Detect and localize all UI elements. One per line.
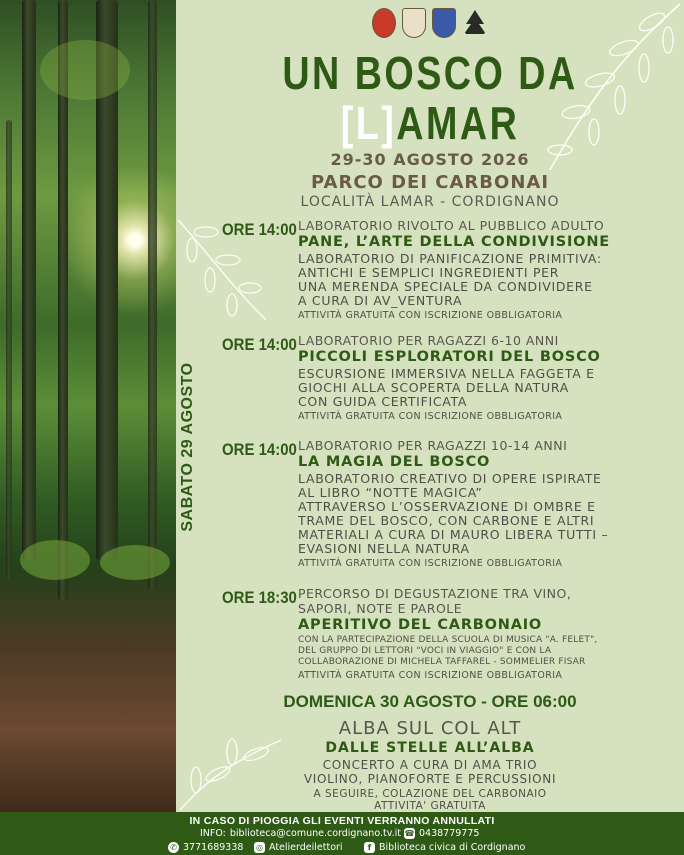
event-desc-line: ANTICHI E SEMPLICI INGREDIENTI PER (298, 265, 560, 280)
tree-trunk (22, 0, 36, 560)
title-bracket-letter: L (355, 97, 382, 149)
instagram-row (254, 842, 343, 853)
event-desc-line: AL LIBRO “NOTTE MAGICA” (298, 485, 483, 500)
event-desc-line: EVASIONI NELLA NATURA (298, 541, 470, 556)
facebook-link[interactable]: Biblioteca civica di Cordignano (379, 842, 526, 853)
event-dates: 29-30 AGOSTO 2026 (330, 150, 530, 169)
coat-of-arms-icon (402, 8, 426, 38)
event-desc-line: LABORATORIO DI PANIFICAZIONE PRIMITIVA: (298, 251, 602, 266)
facebook-row (364, 842, 525, 853)
event-desc-line: UNA MERENDA SPECIALE DA CONDIVIDERE (298, 279, 593, 294)
undergrowth (20, 540, 90, 580)
phone-row (404, 828, 479, 839)
event-venue: PARCO DEI CARBONAI (310, 172, 550, 193)
sunday-small-line: ATTIVITA' GRATUITA (374, 800, 486, 812)
saturday-label-text: SABATO 29 AGOSTO (179, 362, 196, 532)
saturday-label (176, 362, 200, 532)
event-desc-line: A CURA DI AV_VENTURA (298, 293, 463, 308)
event-note: ATTIVITÀ GRATUITA CON ISCRIZIONE OBBLIGATORIA (298, 558, 563, 569)
event-subtitle: SAPORI, NOTE E PAROLE (298, 601, 463, 616)
event-name: PANE, L’ARTE DELLA CONDIVISIONE (298, 234, 610, 250)
title-bracket: [ (340, 97, 356, 149)
tree-trunk (148, 0, 157, 590)
municipal-seal-icon (372, 8, 396, 38)
event-subtitle: LABORATORIO PER RAGAZZI 6-10 ANNI (298, 333, 559, 348)
event-body (298, 218, 672, 321)
page-title-line2 (222, 96, 639, 150)
phone-icon: ☎ (404, 829, 415, 838)
event-note: ATTIVITÀ GRATUITA CON ISCRIZIONE OBBLIGATORIA (298, 310, 563, 321)
event-note: ATTIVITÀ GRATUITA CON ISCRIZIONE OBBLIGATORIA (298, 411, 563, 422)
title-rest: AMAR (396, 97, 520, 149)
event-desc-line: COLLABORAZIONE DI MICHELA TAFFAREL - SOMMELIER FISAR (298, 657, 586, 667)
sunday-line: CONCERTO A CURA DI AMA TRIO (322, 758, 538, 772)
event-subtitle: PERCORSO DI DEGUSTAZIONE TRA VINO, (298, 586, 572, 601)
event-desc-line: ATTRAVERSO L’OSSERVAZIONE DI OMBRE E (298, 499, 596, 514)
sunday-small-line: A SEGUIRE, COLAZIONE DEL CARBONAIO (313, 788, 547, 800)
instagram-link[interactable]: Atelierdeilettori (269, 842, 343, 853)
undergrowth (100, 545, 170, 580)
event-desc-line: ESCURSIONE IMMERSIVA NELLA FAGGETA E (298, 366, 595, 381)
event-locality: LOCALITÀ LAMAR - CORDIGNANO (300, 194, 560, 210)
footer (0, 812, 684, 855)
event-name: APERITIVO DEL CARBONAIO (298, 617, 543, 633)
whatsapp-link[interactable]: 3771689338 (183, 842, 244, 853)
event-time: ORE 14:00 (222, 440, 297, 459)
title-bracket: ] (381, 97, 397, 149)
forest-photo (0, 0, 176, 812)
sunday-event-name: DALLE STELLE ALL’ALBA (325, 740, 535, 756)
rain-notice: IN CASO DI PIOGGIA GLI EVENTI VERRANNO ANNULLATI (189, 815, 495, 827)
info-label: INFO: (200, 828, 226, 839)
info-row (200, 828, 401, 839)
event-desc-line: CON GUIDA CERTIFICATA (298, 394, 468, 409)
event-desc-line: DEL GRUPPO DI LETTORI "VOCI IN VIAGGIO" E CON LA (298, 646, 552, 656)
pine-tree-logo-icon (462, 8, 488, 38)
sunday-date: DOMENICA 30 AGOSTO - ORE 06:00 (283, 692, 577, 711)
sunday-line: VIOLINO, PIANOFORTE E PERCUSSIONI (303, 772, 557, 786)
canopy (40, 40, 130, 100)
facebook-icon: f (364, 842, 375, 853)
page-title-line1: UN BOSCO DA (282, 47, 578, 99)
event-time: ORE 14:00 (222, 220, 297, 239)
event-desc-line: LABORATORIO CREATIVO DI OPERE ISPIRATE (298, 471, 602, 486)
event-desc-line: MATERIALI A CURA DI MAURO LIBERA TUTTI – (298, 527, 609, 542)
phone-link[interactable]: 0438779775 (419, 828, 480, 839)
whatsapp-icon: ✆ (168, 842, 179, 853)
tree-trunk (6, 120, 12, 580)
email-link[interactable]: biblioteca@comune.cordignano.tv.it (229, 828, 401, 839)
coat-of-arms-blue-icon (432, 8, 456, 38)
event-name: LA MAGIA DEL BOSCO (298, 454, 491, 470)
event-time: ORE 14:00 (222, 335, 297, 354)
instagram-icon: ◎ (254, 842, 265, 853)
sunday-place: ALBA SUL COL ALT (338, 718, 522, 739)
event-desc-line: TRAME DEL BOSCO, CON CARBONE E ALTRI (298, 513, 595, 528)
event-body (298, 438, 672, 569)
event-name: PICCOLI ESPLORATORI DEL BOSCO (298, 349, 601, 365)
event-time: ORE 18:30 (222, 588, 297, 607)
event-desc-line: GIOCHI ALLA SCOPERTA DELLA NATURA (298, 380, 570, 395)
event-body (298, 333, 672, 422)
partner-logos (372, 8, 488, 38)
event-desc-line: CON LA PARTECIPAZIONE DELLA SCUOLA DI MUSICA "A. FELET", (298, 635, 598, 645)
whatsapp-row (168, 842, 243, 853)
event-note: ATTIVITÀ GRATUITA CON ISCRIZIONE OBBLIGATORIA (298, 670, 563, 681)
event-body (298, 586, 672, 681)
event-subtitle: LABORATORIO PER RAGAZZI 10-14 ANNI (298, 438, 568, 453)
event-subtitle: LABORATORIO RIVOLTO AL PUBBLICO ADULTO (298, 218, 605, 233)
sunday-details (176, 758, 684, 812)
